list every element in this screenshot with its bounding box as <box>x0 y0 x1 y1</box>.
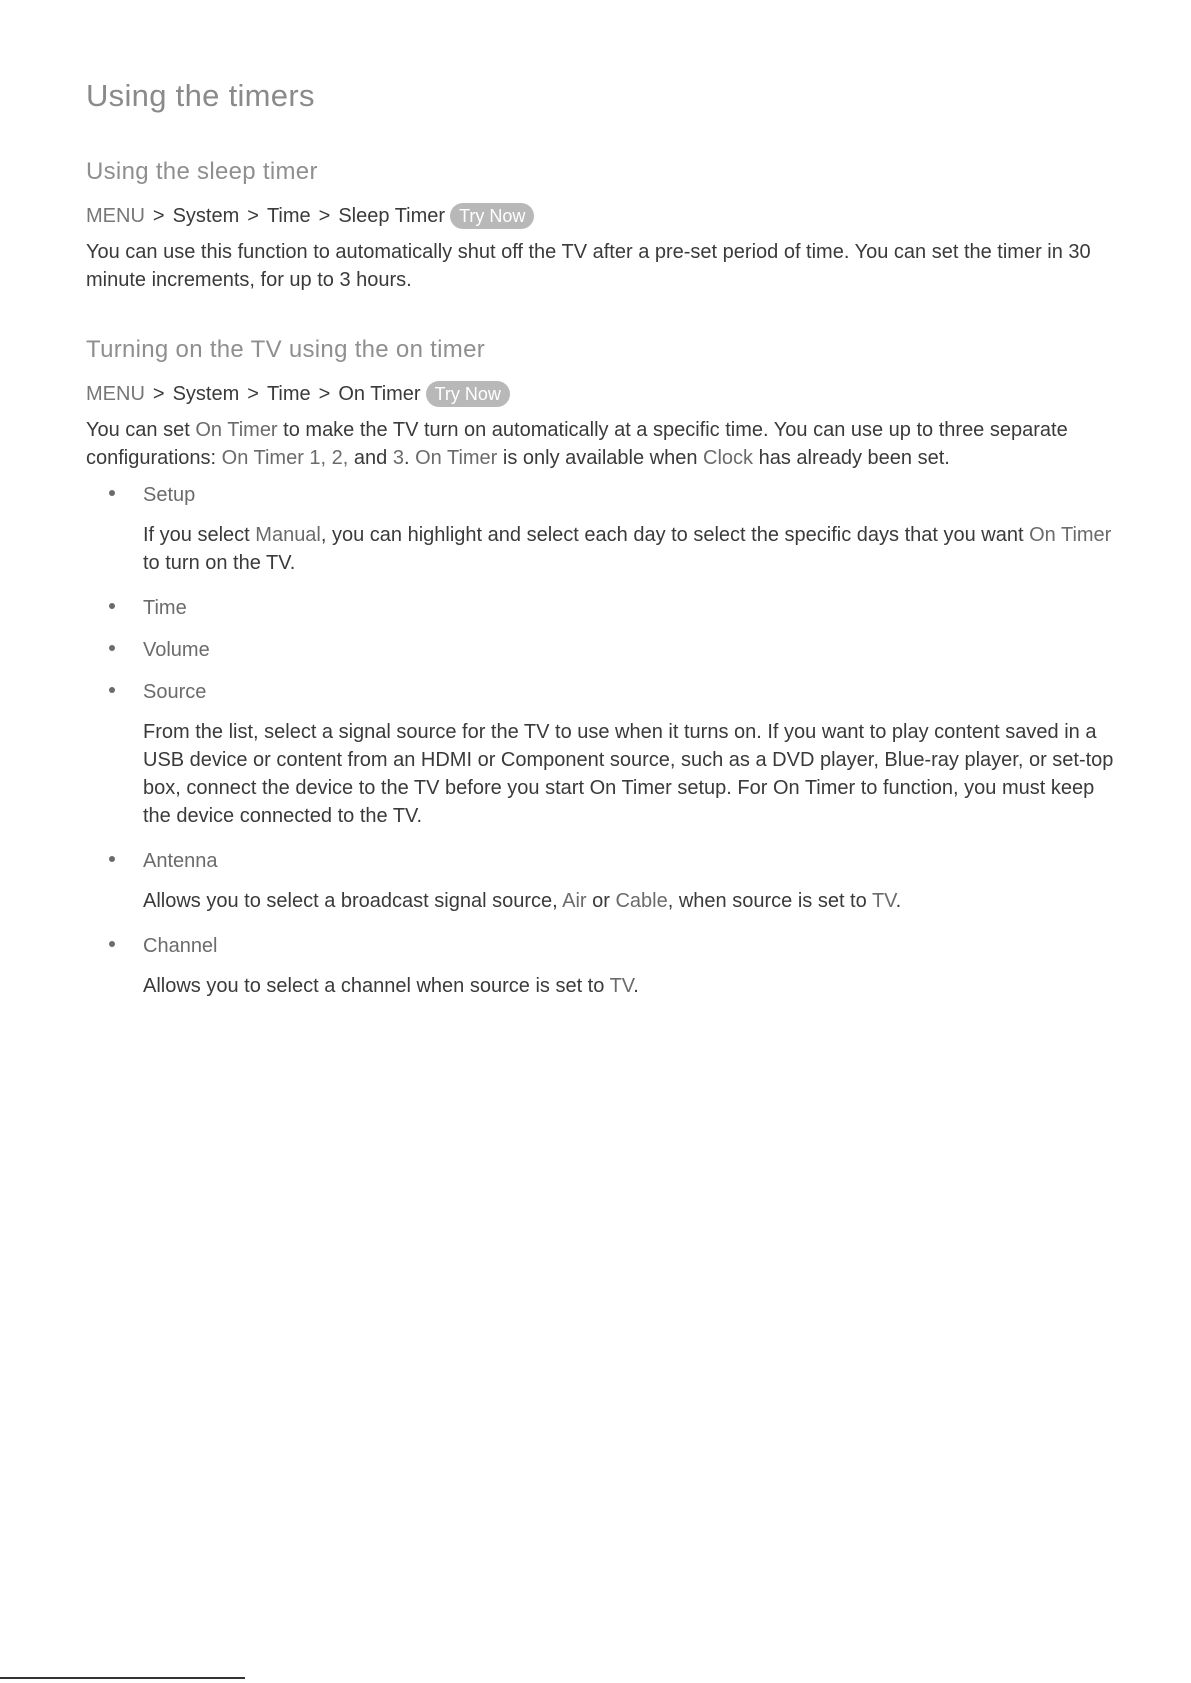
bullet-icon <box>109 645 115 651</box>
highlight: On Timer <box>415 447 498 469</box>
text: . <box>895 890 902 912</box>
text: to turn on the TV. <box>143 552 296 574</box>
item-description: From the list, select a signal source for the TV to use when it turns on. If you want to play content saved in a USB device or content from an HDMI or Component source, such as a DVD player, Blue-ray player, or set-top box, connect the device to the TV before you start On Timer setup. For On Timer to function, you must keep the device connected to the TV. <box>143 721 1114 827</box>
path-sleep-timer: Sleep Timer <box>338 204 446 227</box>
text: If you select <box>143 524 256 546</box>
text: is only available when <box>497 447 704 469</box>
item-label: Channel <box>143 935 218 957</box>
text: You can set <box>86 419 196 441</box>
list-item-time <box>86 591 1116 633</box>
highlight: Clock <box>703 447 754 469</box>
chevron-right-icon: > <box>318 204 331 227</box>
list-item-antenna <box>86 844 1116 929</box>
item-description <box>143 887 1116 915</box>
footer-rule <box>0 1677 245 1679</box>
on-timer-section <box>86 336 1116 1000</box>
highlight: Air <box>562 890 587 912</box>
list-item-source <box>86 675 1116 844</box>
text: . <box>633 975 639 997</box>
item-description <box>143 521 1116 577</box>
sleep-timer-heading: Using the sleep timer <box>86 158 318 185</box>
path-time: Time <box>266 204 311 227</box>
on-timer-menu-path <box>86 380 1116 408</box>
highlight: TV <box>871 890 896 912</box>
try-now-button[interactable]: Try Now <box>450 203 534 229</box>
list-item-setup <box>86 478 1116 591</box>
sleep-timer-menu-path <box>86 202 1116 230</box>
bullet-icon <box>109 603 115 609</box>
path-system: System <box>172 204 240 227</box>
highlight: Manual <box>255 524 321 546</box>
bullet-icon <box>109 490 115 496</box>
page-title: Using the timers <box>86 78 315 113</box>
path-on-timer: On Timer <box>338 382 421 405</box>
highlight: 3 <box>392 447 404 469</box>
on-timer-heading: Turning on the TV using the on timer <box>86 336 486 363</box>
bullet-icon <box>109 856 115 862</box>
text: , when source is set to <box>667 890 872 912</box>
path-menu: MENU <box>86 204 145 227</box>
highlight: On Timer <box>195 419 278 441</box>
path-time: Time <box>266 382 311 405</box>
sleep-timer-description: You can use this function to automatically shut off the TV after a pre-set period of time. You can set the timer in 30 minute increments, for up to 3 hours. <box>86 241 1091 291</box>
item-label: Antenna <box>143 850 218 872</box>
highlight: TV <box>609 975 634 997</box>
path-menu: MENU <box>86 382 145 405</box>
item-label: Time <box>143 597 187 619</box>
bullet-icon <box>109 687 115 693</box>
highlight: On Timer 1, 2, <box>221 447 349 469</box>
list-item-channel <box>86 929 1116 1000</box>
chevron-right-icon: > <box>247 382 259 405</box>
item-label: Source <box>143 681 207 703</box>
text: has already been set. <box>753 447 950 469</box>
text: and <box>348 447 393 469</box>
highlight: On Timer <box>1029 524 1112 546</box>
item-label: Volume <box>143 639 210 661</box>
on-timer-options-list <box>86 478 1116 1000</box>
text: to make the TV turn on automatically at a specific time. You can use up to three separate configurations: <box>86 419 1068 469</box>
chevron-right-icon: > <box>247 204 259 227</box>
path-system: System <box>172 382 240 405</box>
text: , you can highlight and select each day to select the specific days that you want <box>320 524 1030 546</box>
text: or <box>586 890 616 912</box>
chevron-right-icon: > <box>152 204 165 227</box>
bullet-icon <box>109 941 115 947</box>
on-timer-intro <box>86 416 1116 472</box>
item-description <box>143 972 1116 1000</box>
sleep-timer-section <box>86 158 1116 294</box>
list-item-volume <box>86 633 1116 675</box>
text: Allows you to select a channel when source is set to <box>143 975 610 997</box>
chevron-right-icon: > <box>152 382 165 405</box>
highlight: Cable <box>615 890 668 912</box>
text: . <box>403 447 416 469</box>
text: Allows you to select a broadcast signal source, <box>143 890 563 912</box>
try-now-button[interactable]: Try Now <box>426 381 510 407</box>
item-label: Setup <box>143 484 196 506</box>
chevron-right-icon: > <box>318 382 331 405</box>
